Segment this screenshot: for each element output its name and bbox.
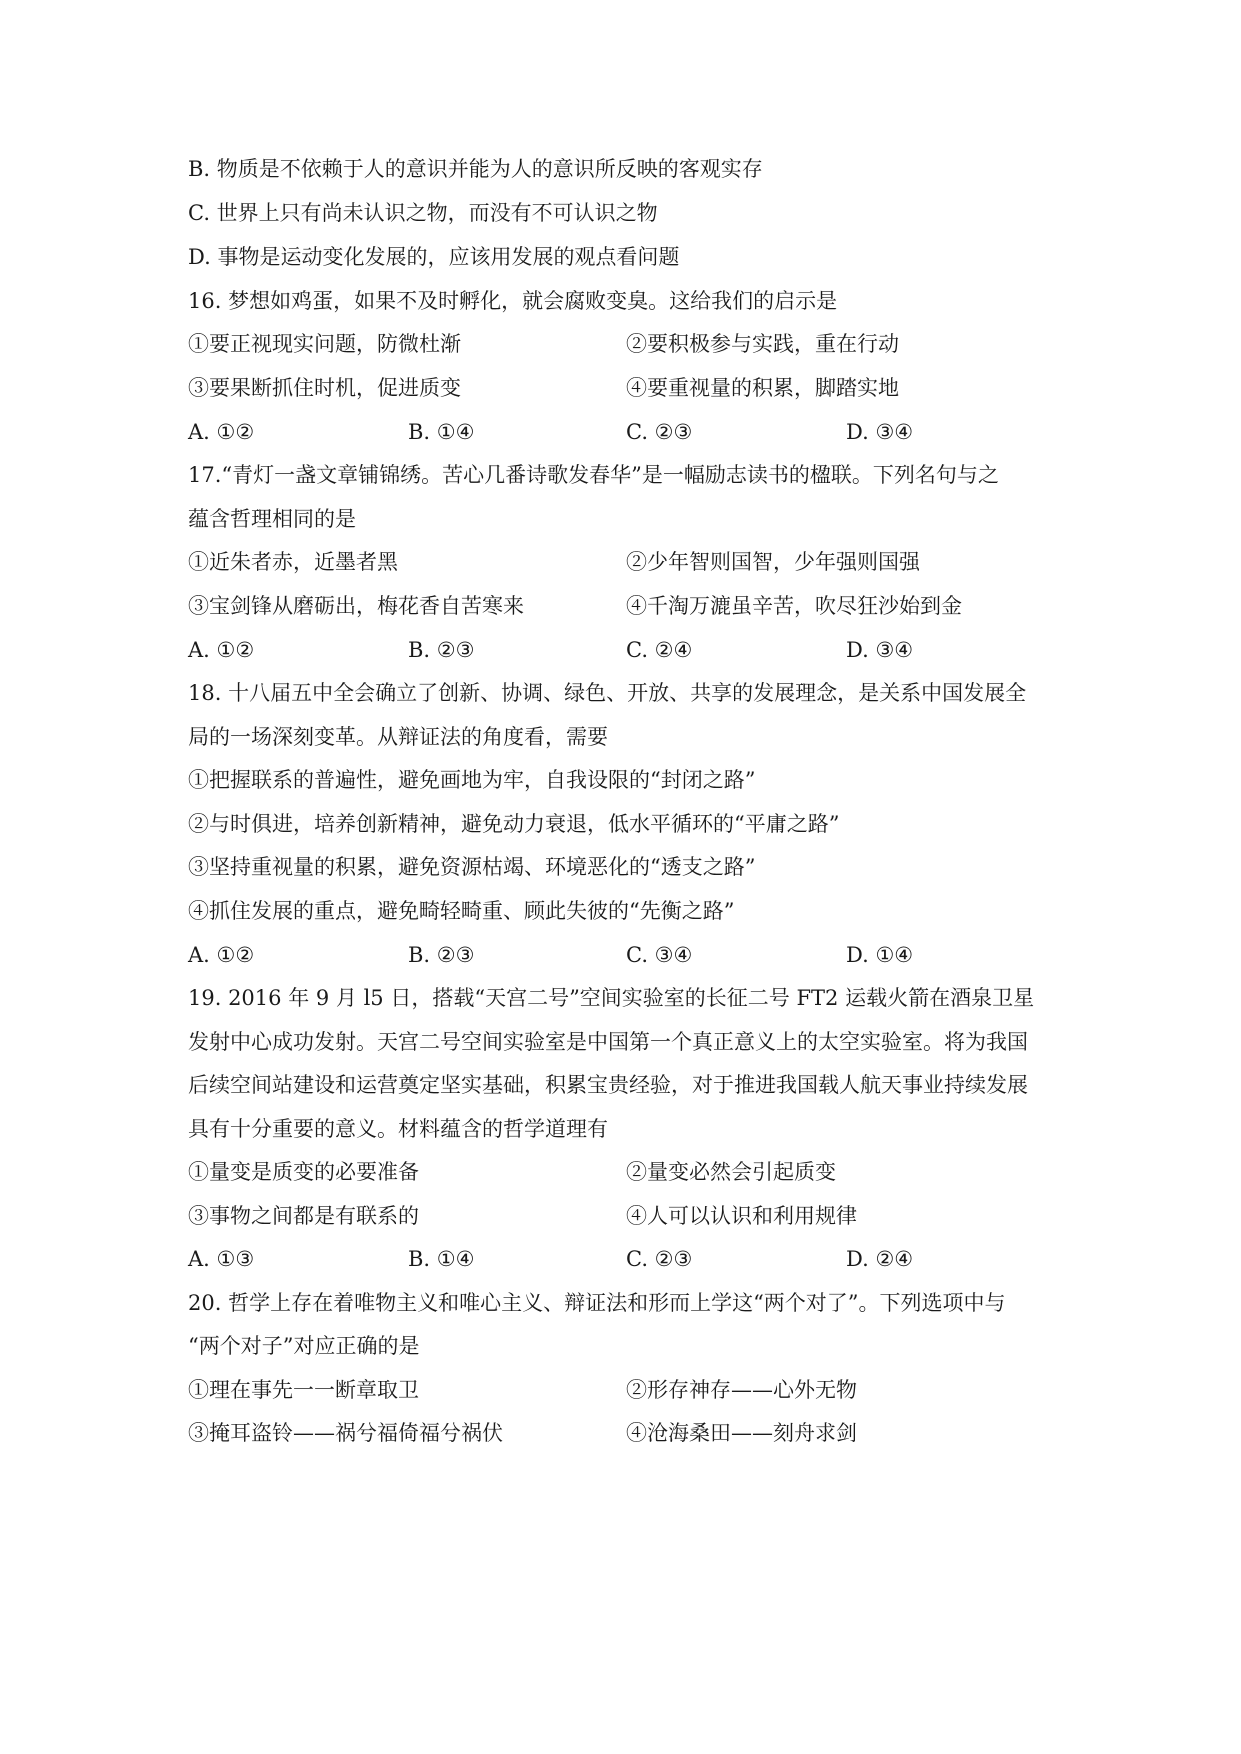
- q16-statement-1: ①要正视现实问题，防微杜渐: [188, 332, 461, 356]
- q17-option-d: D. ③④: [846, 638, 914, 662]
- q18-option-c: C. ③④: [626, 943, 693, 967]
- q20-stem-line-2: “两个对子”对应正确的是: [188, 1334, 420, 1358]
- q16-statement-4: ④要重视量的积累，脚踏实地: [626, 376, 899, 400]
- q19-statement-1: ①量变是质变的必要准备: [188, 1160, 419, 1184]
- q15-option-d: D. 事物是运动变化发展的，应该用发展的观点看问题: [188, 245, 680, 269]
- q17-stem-line-2: 蕴含哲理相同的是: [188, 507, 356, 531]
- q19-option-d: D. ②④: [846, 1247, 914, 1271]
- q17-statement-2: ②少年智则国智，少年强则国强: [626, 550, 920, 574]
- q17-statement-1: ①近朱者赤，近墨者黑: [188, 550, 398, 574]
- q19-option-b: B. ①④: [408, 1247, 475, 1271]
- q17-statement-4: ④千淘万漉虽辛苦，吹尽狂沙始到金: [626, 594, 962, 618]
- q19-stem-line-3: 后续空间站建设和运营奠定坚实基础，积累宝贵经验，对于推进我国载人航天事业持续发展: [188, 1073, 1028, 1097]
- q20-statement-4: ④沧海桑田——刻舟求剑: [626, 1421, 857, 1445]
- q17-stem-line-1: 17.“青灯一盏文章铺锦绣。苦心几番诗歌发春华”是一幅励志读书的楹联。下列名句与之: [188, 463, 999, 487]
- q16-statement-2: ②要积极参与实践，重在行动: [626, 332, 899, 356]
- q18-statement-1: ①把握联系的普遍性，避免画地为牢，自我设限的“封闭之路”: [188, 768, 756, 792]
- q16-statement-3: ③要果断抓住时机，促进质变: [188, 376, 461, 400]
- q18-statement-4: ④抓住发展的重点，避免畸轻畸重、顾此失彼的“先衡之路”: [188, 899, 735, 923]
- q18-statement-3: ③坚持重视量的积累，避免资源枯竭、环境恶化的“透支之路”: [188, 855, 756, 879]
- q17-option-b: B. ②③: [408, 638, 475, 662]
- q19-statement-4: ④人可以认识和利用规律: [626, 1204, 857, 1228]
- q19-statement-3: ③事物之间都是有联系的: [188, 1204, 419, 1228]
- q18-option-b: B. ②③: [408, 943, 475, 967]
- q16-option-d: D. ③④: [846, 420, 914, 444]
- q19-stem-line-2: 发射中心成功发射。天宫二号空间实验室是中国第一个真正意义上的太空实验室。将为我国: [188, 1030, 1028, 1054]
- q18-stem-line-1: 18. 十八届五中全会确立了创新、协调、绿色、开放、共享的发展理念，是关系中国发展全: [188, 681, 1027, 705]
- q18-stem-line-2: 局的一场深刻变革。从辩证法的角度看，需要: [188, 725, 608, 749]
- q19-stem-line-4: 具有十分重要的意义。材料蕴含的哲学道理有: [188, 1117, 608, 1141]
- q18-option-a: A. ①②: [188, 943, 255, 967]
- q15-option-b: B. 物质是不依赖于人的意识并能为人的意识所反映的客观实存: [188, 157, 763, 181]
- q20-stem-line-1: 20. 哲学上存在着唯物主义和唯心主义、辩证法和形而上学这“两个对了”。下列选项中与: [188, 1291, 1006, 1315]
- q17-statement-3: ③宝剑锋从磨砺出，梅花香自苦寒来: [188, 594, 524, 618]
- q15-option-c: C. 世界上只有尚未认识之物，而没有不可认识之物: [188, 201, 658, 225]
- q20-statement-3: ③掩耳盗铃——祸兮福倚福兮祸伏: [188, 1421, 503, 1445]
- q18-statement-2: ②与时俱进，培养创新精神，避免动力衰退，低水平循环的“平庸之路”: [188, 812, 840, 836]
- q19-option-a: A. ①③: [188, 1247, 255, 1271]
- q16-option-a: A. ①②: [188, 420, 255, 444]
- q16-option-b: B. ①④: [408, 420, 475, 444]
- q17-option-c: C. ②④: [626, 638, 693, 662]
- q19-statement-2: ②量变必然会引起质变: [626, 1160, 836, 1184]
- q20-statement-2: ②形存神存——心外无物: [626, 1378, 857, 1402]
- q18-option-d: D. ①④: [846, 943, 914, 967]
- q20-statement-1: ①理在事先一一断章取卫: [188, 1378, 419, 1402]
- q17-option-a: A. ①②: [188, 638, 255, 662]
- q19-option-c: C. ②③: [626, 1247, 693, 1271]
- q19-stem-line-1: 19. 2016 年 9 月 l5 日，搭载“天宫二号”空间实验室的长征二号 FT2 运载火箭在酒泉卫星: [188, 986, 1035, 1010]
- q16-stem: 16. 梦想如鸡蛋，如果不及时孵化，就会腐败变臭。这给我们的启示是: [188, 289, 838, 313]
- q16-option-c: C. ②③: [626, 420, 693, 444]
